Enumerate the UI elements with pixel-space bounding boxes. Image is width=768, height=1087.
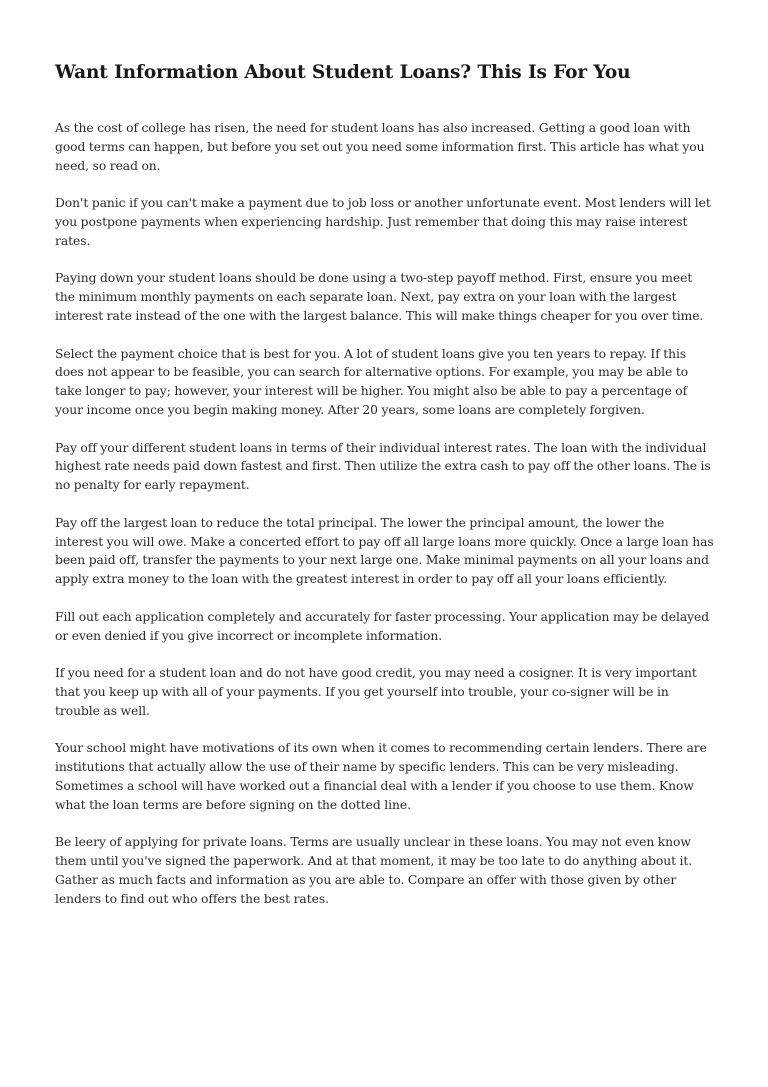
document-title: Want Information About Student Loans? This Is For You [55, 62, 631, 83]
paragraph-1: As the cost of college has risen, the need for student loans has also increased. Getting a good loan with good terms can happen, but before you set out you need some information first. This article has what you need, so read on. [55, 121, 705, 173]
document-body [55, 119, 714, 908]
paragraph-8: If you need for a student loan and do not have good credit, you may need a cosigner. It is very important that you keep up with all of your payments. If you get yourself into trouble, your co-signer will be in trouble as well. [55, 666, 697, 718]
paragraph-2: Don't panic if you can't make a payment due to job loss or another unfortunate event. Most lenders will let you postpone payments when experiencing hardship. Just remember that doing this may raise interest rates. [55, 196, 711, 248]
paragraph-10: Be leery of applying for private loans. Terms are usually unclear in these loans. You may not even know them until you've signed the paperwork. And at that moment, it may be too late to do anything about it. Gather as much facts and information as you are able to. Compare an offer with those given by other lenders to find out who offers the best rates. [55, 835, 693, 906]
paragraph-7: Fill out each application completely and accurately for faster processing. Your application may be delayed or even denied if you give incorrect or incomplete information. [55, 609, 710, 643]
paragraph-4: Select the payment choice that is best for you. A lot of student loans give you ten years to repay. If this does not appear to be feasible, you can search for alternative options. For example, you may be able to take longer to pay; however, your interest will be higher. You might also be able to pay a percentage of your income once you begin making money. After 20 years, some loans are completely forgiven. [55, 346, 689, 417]
paragraph-3: Paying down your student loans should be done using a two-step payoff method. First, ensure you meet the minimum monthly payments on each separate loan. Next, pay extra on your loan with the largest interest rate instead of the one with the largest balance. This will make things cheaper for you over time. [55, 271, 704, 323]
paragraph-5: Pay off your different student loans in terms of their individual interest rates. The loan with the individual highest rate needs paid down fastest and first. Then utilize the extra cash to pay off the other loans. The is no penalty for early repayment. [55, 440, 711, 493]
paragraph-9: Your school might have motivations of its own when it comes to recommending certain lenders. There are institutions that actually allow the use of their name by specific lenders. This can be very misleading. Sometimes a school will have worked out a financial deal with a lender if you choose to use them. Know what the loan terms are before signing on the dotted line. [55, 741, 707, 812]
paragraph-6: Pay off the largest loan to reduce the total principal. The lower the principal amount, the lower the interest you will owe. Make a concerted effort to pay off all large loans more quickly. Once a large loan has been paid off, transfer the payments to your next large one. Make minimal payments on all your loans and apply extra money to the loan with the greatest interest in order to pay off all your loans efficiently. [55, 515, 714, 587]
